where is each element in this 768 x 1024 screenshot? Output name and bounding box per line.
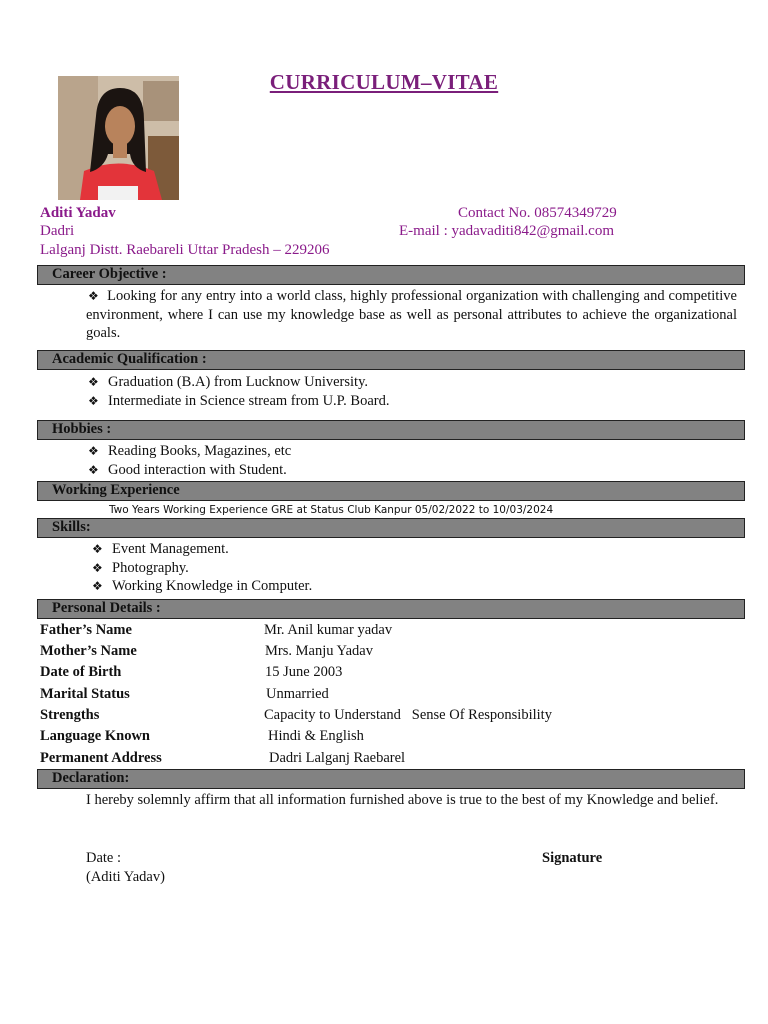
career-objective-text [86,287,737,343]
diamond-bullet-icon: ❖ [92,579,103,593]
contact-number: Contact No. 08574349729 [458,205,617,221]
value-permanent-address: Dadri Lalganj Raebarel [269,750,406,766]
diamond-bullet-icon: ❖ [88,444,99,458]
label-fathers-name: Father’s Name [40,622,132,638]
signature-label: Signature [542,850,603,866]
label-strengths: Strengths [40,707,100,723]
label-date-of-birth: Date of Birth [40,664,122,680]
career-objective-paragraph: Looking for any entry into a world class, highly professional organization with challenging and competitive environment, where I can use my knowledge base as well as personal attributes to achieve the organizational goals. [86,288,737,341]
list-item: ❖ Reading Books, Magazines, etc [88,443,292,459]
email-address[interactable]: E-mail : yadavaditi842@gmail.com [399,223,615,239]
list-item: ❖ Graduation (B.A) from Lucknow University. [88,374,369,390]
section-header-skills: Skills: [37,518,745,538]
label-marital-status: Marital Status [40,686,130,702]
portrait-image [58,76,179,200]
candidate-town: Dadri [40,223,75,239]
candidate-name: Aditi Yadav [40,205,116,221]
document-title: CURRICULUM–VITAE [269,70,499,94]
signed-name: (Aditi Yadav) [86,869,165,885]
section-header-personal: Personal Details : [37,599,745,619]
section-header-experience: Working Experience [37,481,745,501]
diamond-bullet-icon: ❖ [88,462,99,477]
label-permanent-address: Permanent Address [40,750,162,766]
diamond-bullet-icon: ❖ [88,393,99,408]
experience-text: Two Years Working Experience GRE at Status Club Kanpur 05/02/2022 to 10/03/2024 [109,504,554,516]
candidate-address: Lalganj Distt. Raebareli Uttar Pradesh – 229206 [40,242,330,258]
list-item: ❖ Event Management. [92,541,229,557]
value-strengths: Capacity to Understand Sense Of Responsibility [264,707,552,723]
label-language-known: Language Known [40,728,150,744]
value-mothers-name: Mrs. Manju Yadav [265,643,373,659]
value-language-known: Hindi & English [268,728,364,744]
list-item: ❖ Intermediate in Science stream from U.P. Board. [88,392,390,409]
declaration-text: I hereby solemnly affirm that all information furnished above is true to the best of my Knowledge and belief. [86,792,719,808]
profile-photo [58,76,179,200]
section-header-academic: Academic Qualification : [37,350,745,370]
value-date-of-birth: 15 June 2003 [265,664,343,680]
list-item: ❖ Photography. [92,559,189,576]
hobbies-list [86,442,737,479]
value-fathers-name: Mr. Anil kumar yadav [264,622,393,638]
section-header-hobbies: Hobbies : [37,420,745,440]
date-label: Date : [86,850,122,866]
diamond-bullet-icon: ❖ [92,542,103,556]
list-item: ❖ Good interaction with Student. [88,461,287,478]
diamond-bullet-icon: ❖ [92,560,103,575]
diamond-bullet-icon: ❖ [88,375,99,389]
section-header-career-objective: Career Objective : [37,265,745,285]
label-mothers-name: Mother’s Name [40,643,137,659]
diamond-bullet-icon: ❖ [88,289,100,303]
academic-list [86,373,737,410]
value-marital-status: Unmarried [266,686,329,702]
section-header-declaration: Declaration: [37,769,745,789]
skills-list [90,540,741,596]
list-item: ❖ Working Knowledge in Computer. [92,578,313,594]
